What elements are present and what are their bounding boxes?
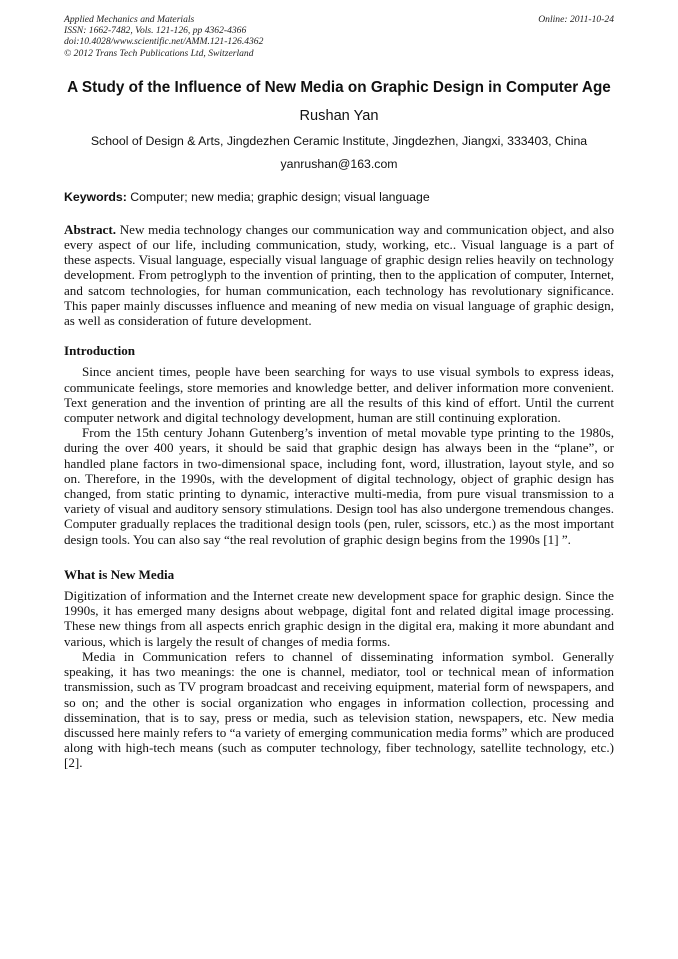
section-heading-new-media: What is New Media (64, 566, 175, 582)
abstract (64, 222, 614, 328)
doi-line: doi:10.4028/www.scientific.net/AMM.121-126.4362 (64, 36, 264, 48)
introduction-paragraph: Since ancient times, people have been searching for ways to use visual symbols to express ideas, communicate feelings, store memories and knowledge better, and deliver information more convenient. Text generation and the invention of printing are all the results of this kind of effort. Until the current computer network and digital technology development, human are still continuing exploration. (64, 364, 614, 426)
keywords-label: Keywords: (64, 189, 127, 204)
author-affiliation: School of Design & Arts, Jingdezhen Ceramic Institute, Jingdezhen, Jiangxi, 333403, China (90, 133, 588, 148)
keywords (64, 190, 614, 205)
paper-page (64, 14, 614, 771)
online-date: Online: 2011-10-24 (538, 14, 614, 25)
copyright-line: © 2012 Trans Tech Publications Ltd, Switzerland (64, 47, 254, 59)
new-media-paragraph: Media in Communication refers to channel of disseminating information symbol. Generally speaking, it has two meanings: the one is channel, mediator, tool or technical mean of information transmission, such as TV program broadcast and receiving equipment, material form of newspapers, and so on; and the other is social organization who engages in information collection, processing and dissemination, that is to say, press or media, such as television station, newspapers, etc. New media discussed here mainly refers to “a variety of emerging communication media forms” which are produced along with high-tech means (such as computer technology, fiber technology, satellite technology, etc.)[2]. (64, 648, 614, 771)
journal-name: Applied Mechanics and Materials (64, 14, 195, 25)
paper-title: A Study of the Influence of New Media on Graphic Design in Computer Age (67, 78, 611, 96)
introduction-paragraph: From the 15th century Johann Gutenberg’s invention of metal movable type printing to the 1980s, during the over 400 years, it should be said that graphic design has always been in the “plane”, or handled plane factors in two-dimensional space, including font, word, illustration, layout style, and so on. Therefore, in the 1990s, with the development of digital technology, object of graphic design has changed, from static printing to dynamic, interactive multi-media, from pure visual transmission to a variety of visual and auditory sensory stimulations. Design tool has also undergone tremendous changes. Computer gradually replaces the traditional design tools (pen, ruler, scissors, etc.) as the most important design tools. You can also say “the real revolution of graphic design begins from the 1990s [1] ”. (64, 425, 614, 547)
abstract-label: Abstract. (64, 221, 116, 237)
keywords-text: Computer; new media; graphic design; visual language (130, 189, 430, 204)
section-heading-introduction: Introduction (64, 343, 136, 359)
issn-line: ISSN: 1662-7482, Vols. 121-126, pp 4362-4366 (64, 25, 247, 37)
abstract-text: New media technology changes our communication way and communication object, and also every aspect of our life, including communication, study, working, etc.. Visual language is a part of these aspects. Visual language, especially visual language of graphic design relies heavily on technology development. From petroglyph to the invention of printing, then to the application of computer, Internet, and satcom technologies, for human communication, each technology has revolutionary significance. This paper mainly discusses influence and meaning of new media on visual language of graphic design, as well as consideration of future development. (64, 221, 614, 329)
journal-header (64, 14, 614, 59)
author-name: Rushan Yan (299, 107, 379, 124)
new-media-paragraph: Digitization of information and the Internet create new development space for graphic design. Since the 1990s, it has emerged many designs about webpage, digital font and related digital image processing. These new things from all aspects enrich graphic design in the digital era, making it more abundant and various, which is largely the result of changes of media forms. (64, 588, 614, 649)
author-email: yanrushan@163.com (280, 156, 398, 171)
